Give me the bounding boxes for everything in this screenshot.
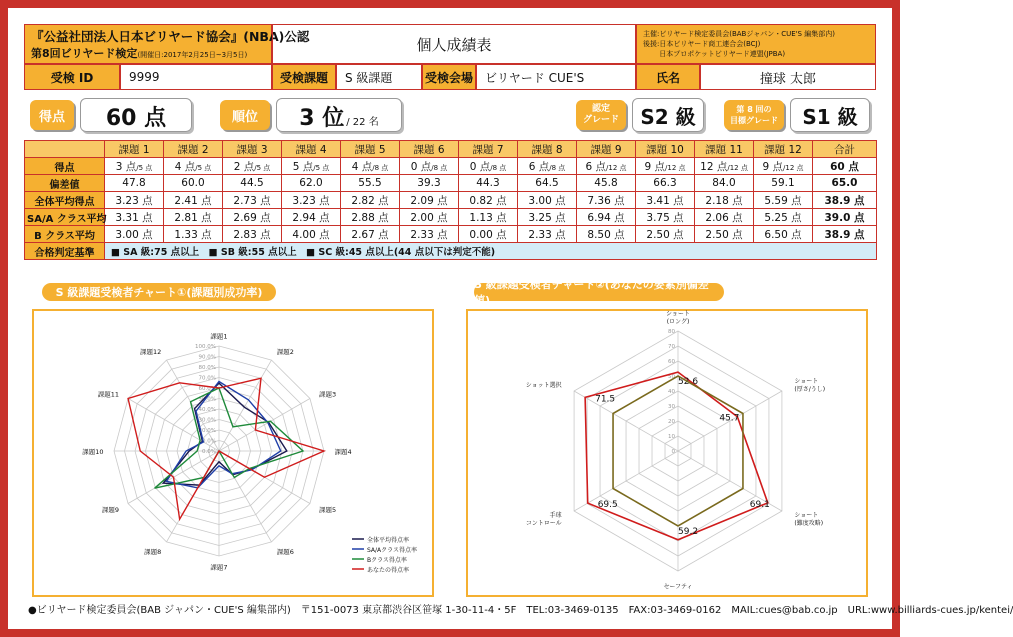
results-table xyxy=(24,140,877,260)
cell-score: 9 点 xyxy=(762,160,784,173)
id-label: 受検 ID xyxy=(24,64,120,90)
table-cell: 0.00 点 xyxy=(459,226,518,243)
table-cell: 2.50 点 xyxy=(636,226,695,243)
cell-max: /8 点 xyxy=(431,163,448,172)
tick-label: 10 xyxy=(668,434,675,440)
table-cell: 45.8 xyxy=(577,175,636,192)
name-value: 撞球 太郎 xyxy=(700,64,876,90)
table-cell: 3.25 点 xyxy=(518,209,577,226)
organizer-line: 『公益社団法人日本ビリヤード協会』(NBA)公認 xyxy=(31,29,310,44)
table-cell xyxy=(341,158,400,175)
exam-period: (開催日:2017年2月25日~3月5日) xyxy=(137,51,248,59)
row-label: 得点 xyxy=(25,158,105,175)
table-row xyxy=(25,158,877,175)
cell-score: 2 点 xyxy=(233,160,255,173)
table-cell: 2.82 点 xyxy=(341,192,400,209)
legend-label: あなたの得点率 xyxy=(367,567,410,574)
table-cell: 84.0 xyxy=(695,175,754,192)
table-cell: 44.5 xyxy=(223,175,282,192)
grade-box xyxy=(576,98,704,132)
table-cell: 1.13 点 xyxy=(459,209,518,226)
tick-label: 50.0% xyxy=(198,396,216,403)
venue-value: ビリヤード CUE'S xyxy=(476,64,636,90)
table-cell xyxy=(636,158,695,175)
axis-label: セーフティ xyxy=(663,583,693,591)
column-header: 課題 10 xyxy=(636,141,695,158)
tick-label: 0.0% xyxy=(202,449,216,455)
table-cell: 2.88 点 xyxy=(341,209,400,226)
table-cell: 2.73 点 xyxy=(223,192,282,209)
chart1-box xyxy=(32,309,434,597)
total-cell: 39.0 点 xyxy=(813,209,877,226)
data-label: 52.6 xyxy=(678,377,699,388)
column-header: 課題 7 xyxy=(459,141,518,158)
table-cell: 3.23 点 xyxy=(282,192,341,209)
table-cell: 5.59 点 xyxy=(754,192,813,209)
target-grade-box xyxy=(724,98,870,132)
cell-max: /8 点 xyxy=(549,163,566,172)
row-label: 全体平均得点 xyxy=(25,192,105,209)
cell-score: 5 点 xyxy=(292,160,314,173)
table-cell: 2.69 点 xyxy=(223,209,282,226)
table-cell xyxy=(459,158,518,175)
table-cell: 55.5 xyxy=(341,175,400,192)
cell-score: 9 点 xyxy=(644,160,666,173)
id-value: 9999 xyxy=(120,64,272,90)
score-value: 60 点 xyxy=(80,98,192,132)
table-cell: 59.1 xyxy=(754,175,813,192)
tick-label: 40 xyxy=(668,389,675,395)
cell-score: 6 点 xyxy=(585,160,607,173)
axis-label: ショット選択 xyxy=(525,381,562,389)
column-header: 課題 1 xyxy=(105,141,164,158)
target-grade-label: 第 8 回の 目標グレード xyxy=(724,100,784,130)
table-cell: 8.50 点 xyxy=(577,226,636,243)
success-rate-radar-chart xyxy=(34,311,432,595)
column-header: 課題 4 xyxy=(282,141,341,158)
table-row xyxy=(25,209,877,226)
table-cell: 5.25 点 xyxy=(754,209,813,226)
table-cell: 3.23 点 xyxy=(105,192,164,209)
table-cell xyxy=(223,158,282,175)
column-header: 課題 6 xyxy=(400,141,459,158)
venue-label: 受検会場 xyxy=(422,64,476,90)
cell-score: 3 点 xyxy=(115,160,137,173)
table-cell: 2.33 点 xyxy=(518,226,577,243)
table-cell: 2.94 点 xyxy=(282,209,341,226)
rank-box xyxy=(220,98,402,132)
series-line xyxy=(166,381,280,487)
table-header-row xyxy=(25,141,877,158)
table-cell: 44.3 xyxy=(459,175,518,192)
cell-max: /12 点 xyxy=(783,163,804,172)
table-cell: 6.94 点 xyxy=(577,209,636,226)
axis-label: 課題3 xyxy=(319,390,337,399)
tick-label: 30.0% xyxy=(198,417,216,424)
table-cell: 60.0 xyxy=(164,175,223,192)
page-title: 個人成績表 xyxy=(272,24,636,64)
column-header: 課題 5 xyxy=(341,141,400,158)
data-label: 69.5 xyxy=(597,500,618,511)
column-header: 課題 12 xyxy=(754,141,813,158)
data-label: 71.5 xyxy=(595,394,616,405)
rank-display xyxy=(276,98,402,132)
table-cell: 4.00 点 xyxy=(282,226,341,243)
table-cell: 3.31 点 xyxy=(105,209,164,226)
table-cell: 62.0 xyxy=(282,175,341,192)
chart2-title: S 級課題受検者チャート②(あなたの要素別偏差値) xyxy=(474,283,724,301)
table-cell xyxy=(164,158,223,175)
rank-value: 3 位 xyxy=(299,106,345,131)
tick-label: 70 xyxy=(668,344,675,350)
table-row xyxy=(25,226,877,243)
cell-score: 6 点 xyxy=(528,160,550,173)
total-cell: 65.0 xyxy=(813,175,877,192)
tick-label: 90.0% xyxy=(198,354,216,361)
organizer-header xyxy=(24,24,310,64)
rank-label: 順位 xyxy=(220,100,270,130)
data-label: 69.1 xyxy=(749,499,770,510)
table-cell: 2.33 点 xyxy=(400,226,459,243)
data-label: 59.2 xyxy=(678,526,699,537)
table-cell xyxy=(695,158,754,175)
table-cell: 3.75 点 xyxy=(636,209,695,226)
axis-label: 課題11 xyxy=(97,390,119,399)
cell-score: 4 点 xyxy=(351,160,373,173)
table-cell: 66.3 xyxy=(636,175,695,192)
axis-label: 課題7 xyxy=(210,563,228,572)
exam-name: 第8回ビリヤード検定(開催日:2017年2月25日~3月5日) xyxy=(31,47,248,60)
table-cell xyxy=(577,158,636,175)
axis-label: 課題2 xyxy=(276,347,294,356)
total-cell: 60 点 xyxy=(813,158,877,175)
column-header: 合計 xyxy=(813,141,877,158)
cell-score: 0 点 xyxy=(469,160,491,173)
tick-label: 80 xyxy=(668,329,675,335)
cell-max: /12 点 xyxy=(665,163,686,172)
table-cell: 47.8 xyxy=(105,175,164,192)
table-cell: 2.81 点 xyxy=(164,209,223,226)
table-cell: 2.41 点 xyxy=(164,192,223,209)
column-header: 課題 8 xyxy=(518,141,577,158)
table-row xyxy=(25,175,877,192)
axis-label: ショート(難度攻略) xyxy=(794,512,824,528)
tick-label: 40.0% xyxy=(198,407,216,413)
axis-label: 課題12 xyxy=(139,347,162,356)
table-cell: 2.18 点 xyxy=(695,192,754,209)
axis-label: 課題9 xyxy=(101,505,119,514)
tick-label: 50 xyxy=(668,374,675,380)
footer-contact: ●ビリヤード検定委員会(BAB ジャパン・CUE'S 編集部内) 〒151-0073 東京都渋谷区笹塚 1-30-11-4・5F TEL:03-3469-0135 FAX:03-3469-0162 MAIL:cues@bab.co.jp URL:www.billiards-cues.jp/kentei/ xyxy=(28,605,1013,616)
tick-label: 30 xyxy=(668,404,675,410)
table-cell: 2.00 点 xyxy=(400,209,459,226)
total-cell: 38.9 点 xyxy=(813,192,877,209)
table-corner xyxy=(25,141,105,158)
column-header: 課題 11 xyxy=(695,141,754,158)
criteria-row xyxy=(25,243,877,260)
rank-total: / 22 名 xyxy=(346,117,379,128)
tick-label: 80.0% xyxy=(198,365,216,371)
axis-label: 課題10 xyxy=(82,448,104,456)
cell-max: /5 点 xyxy=(254,163,271,172)
cell-max: /8 点 xyxy=(372,163,389,172)
axis-label: 課題5 xyxy=(319,505,337,514)
legend-label: SA/Aクラス得点率 xyxy=(367,547,417,554)
cell-max: /5 点 xyxy=(136,163,153,172)
deviation-radar-chart xyxy=(468,311,866,595)
table-cell: 64.5 xyxy=(518,175,577,192)
series-line xyxy=(128,375,324,519)
cell-max: /5 点 xyxy=(313,163,330,172)
table-cell: 2.09 点 xyxy=(400,192,459,209)
tick-label: 70.0% xyxy=(198,375,216,382)
target-grade-value: S1 級 xyxy=(790,98,870,132)
axis-label: 課題1 xyxy=(210,332,228,341)
score-label: 得点 xyxy=(30,100,74,130)
table-cell xyxy=(105,158,164,175)
criteria-label: 合格判定基準 xyxy=(25,243,105,260)
table-cell xyxy=(282,158,341,175)
table-cell xyxy=(400,158,459,175)
row-label: SA/A クラス平均 xyxy=(25,209,105,226)
cell-max: /12 点 xyxy=(727,163,748,172)
table-row xyxy=(25,192,877,209)
table-cell: 1.33 点 xyxy=(164,226,223,243)
cell-score: 0 点 xyxy=(410,160,432,173)
table-cell: 2.67 点 xyxy=(341,226,400,243)
total-cell: 38.9 点 xyxy=(813,226,877,243)
column-header: 課題 2 xyxy=(164,141,223,158)
cell-max: /5 点 xyxy=(195,163,212,172)
column-header: 課題 3 xyxy=(223,141,282,158)
table-cell: 2.06 点 xyxy=(695,209,754,226)
criteria-text: ■ SA 級:75 点以上 ■ SB 級:55 点以上 ■ SC 級:45 点以上(44 点以下は判定不能) xyxy=(105,243,877,260)
table-cell: 3.00 点 xyxy=(518,192,577,209)
row-label: B クラス平均 xyxy=(25,226,105,243)
grade-label: 認定 グレード xyxy=(576,100,626,130)
column-header: 課題 9 xyxy=(577,141,636,158)
axis-label: 手球コントロール xyxy=(525,512,562,528)
table-cell: 0.82 点 xyxy=(459,192,518,209)
cell-score: 4 点 xyxy=(174,160,196,173)
table-cell: 6.50 点 xyxy=(754,226,813,243)
table-cell xyxy=(754,158,813,175)
table-cell: 3.41 点 xyxy=(636,192,695,209)
row-label: 偏差値 xyxy=(25,175,105,192)
cell-max: /8 点 xyxy=(490,163,507,172)
sponsor-line: 後援:日本ビリヤード商工連合会(BCJ) xyxy=(643,40,761,48)
legend-label: Bクラス得点率 xyxy=(367,557,407,564)
subject-label: 受検課題 xyxy=(272,64,336,90)
table-cell: 2.50 点 xyxy=(695,226,754,243)
table-cell: 3.00 点 xyxy=(105,226,164,243)
axis-label: 課題8 xyxy=(144,548,162,557)
chart1-title: S 級課題受検者チャート①(課題別成功率) xyxy=(42,283,276,301)
axis-label: 課題4 xyxy=(334,448,352,456)
table-cell: 7.36 点 xyxy=(577,192,636,209)
tick-label: 100.0% xyxy=(195,344,216,350)
table-cell: 39.3 xyxy=(400,175,459,192)
score-box xyxy=(30,98,192,132)
cell-score: 12 点 xyxy=(700,160,728,173)
data-label: 45.7 xyxy=(719,413,740,424)
axis-label: ショート(厚さ/うし) xyxy=(794,377,826,393)
subject-value: S 級課題 xyxy=(336,64,422,90)
tick-label: 10.0% xyxy=(198,438,216,445)
axis-label: 課題6 xyxy=(276,548,294,557)
sponsor-block xyxy=(636,24,876,64)
tick-label: 20.0% xyxy=(198,428,216,434)
chart2-box xyxy=(466,309,868,597)
tick-label: 20 xyxy=(668,419,675,425)
grade-value: S2 級 xyxy=(632,98,704,132)
cell-max: /12 点 xyxy=(606,163,627,172)
name-label: 氏名 xyxy=(636,64,700,90)
axis-label: ショート(ロング) xyxy=(666,310,690,326)
legend-label: 全体平均得点率 xyxy=(367,537,410,544)
tick-label: 0 xyxy=(671,449,675,455)
table-cell: 2.83 点 xyxy=(223,226,282,243)
sponsor-line: 主催:ビリヤード検定委員会(BABジャパン・CUE'S 編集部内) xyxy=(643,30,835,38)
sponsor-line: 日本プロポケットビリヤード連盟(JPBA) xyxy=(643,50,786,58)
tick-label: 60 xyxy=(668,359,675,365)
tick-label: 60.0% xyxy=(198,386,216,392)
table-cell xyxy=(518,158,577,175)
